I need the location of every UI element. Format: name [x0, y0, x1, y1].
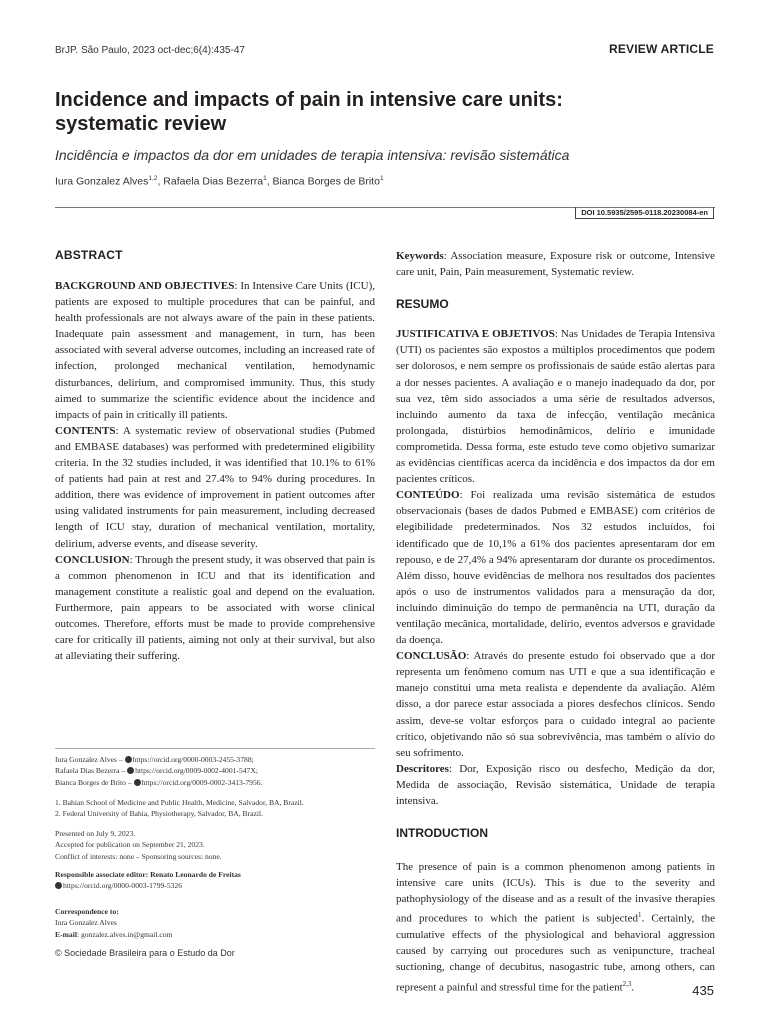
citation-ref[interactable]: 1 — [638, 911, 642, 920]
author-name[interactable]: Iura Gonzalez Alves — [55, 175, 149, 188]
contents-text: : A systematic review of observational studies (Pubmed and EMBASE databases) was performed with predetermined eligibility criteria. In the 32 studies included, it was identified that 10.1% to 61% of patients had pain at rest and 27.4% to 94% during procedures. In addition, there was evidence of improvement in patient outcomes after using validated instruments for pain measurement, including decreased length of ICU stay, duration of mechanical ventilation, mortality, delirium, adverse events, and disease severity. — [55, 424, 375, 550]
right-column — [396, 248, 715, 995]
keywords-text: : Association measure, Exposure risk or outcome, Intensive care unit, Pain, Pain measurement, Systematic review. — [396, 250, 715, 279]
orcid-icon — [55, 882, 62, 889]
orcid-link[interactable]: https://orcid.org/0000-0003-2455-3788; — [132, 755, 254, 764]
orcid-link[interactable]: https://orcid.org/0009-0002-3413-7956. — [141, 777, 263, 787]
editor-label: Responsible associate editor: Renato Leonardo de Freitas — [55, 870, 241, 879]
conclusao-label: CONCLUSÃO — [396, 650, 467, 663]
background-text: : In Intensive Care Units (ICU), patients are exposed to multiple procedures that can be painful, and health professionals are not always aware of the pain in these patients. Inadequate pain assessment and management, in turn, has been associated with several adverse outcomes, including an increased rate of infection, prolonged mechanical ventilation, hemodynamic disturbances, delirium, and compromised immunity. Thus, this study aimed to summarize the scientific evidence about the incidence and impacts of pain in critically ill patients. — [55, 280, 375, 421]
descritores — [396, 761, 715, 809]
publication-dates — [55, 828, 375, 862]
orcid-entry — [55, 777, 375, 788]
descritores-text: : Dor, Exposição risco ou desfecho, Medição da dor, Medida de associação, Revisão sistemática, Unidade de terapia intensiva. — [396, 762, 715, 807]
page-number: 435 — [692, 983, 714, 998]
justificativa-text: : Nas Unidades de Terapia Intensiva (UTI) os pacientes são expostos a múltiplos procedimentos que podem ser dolorosos, e nem sempre os profissionais de saúde estão alertas para a dor nesses pacientes. A avaliação e o manejo inadequado da dor, por sua vez, têm sido associados a uma série de resultados adversos, incluindo aumento da taxa de infecção, ventilação mecânica prolongada, distúrbios hemodinâmicos, delírio e imunidade comprometida. Dessa forma, este estudo teve como objetivo sumarizar as evidências científicas acerca da incidência e dos impactos da dor em pacientes críticos. — [396, 328, 715, 486]
conclusion-text: : Through the present study, it was observed that pain is a common phenomenon in ICU and that its identification and management constitute a realistic goal and depend on the evaluation. Furthermore, pain appears to be associated with worse clinical outcomes. Therefore, efforts must be made to provide comprehensive care for critically ill patients, aiming not only at their survival, but also at alleviating their suffering. — [55, 553, 375, 663]
abstract-background — [55, 278, 375, 423]
keywords-label: Keywords — [396, 250, 444, 262]
journal-reference: BrJP. São Paulo, 2023 oct-dec;6(4):435-47 — [55, 45, 245, 56]
correspondence — [55, 906, 375, 940]
article-title: Incidence and impacts of pain in intensive care units: systematic review — [55, 89, 563, 135]
doi-badge[interactable]: DOI 10.5935/2595-0118.20230084-en — [575, 207, 714, 219]
orcid-entry — [55, 765, 375, 776]
abstract-heading: ABSTRACT — [55, 248, 123, 262]
introduction-heading: INTRODUCTION — [396, 826, 488, 841]
background-label: BACKGROUND AND OBJECTIVES — [55, 280, 235, 292]
orcid-author: Bianca Borges de Brito – — [55, 777, 134, 787]
abstract-conclusion — [55, 552, 375, 665]
abstract-body — [55, 278, 375, 664]
email-link[interactable]: : gonzalez.alves.in@gmail.com — [76, 929, 173, 939]
orcid-link[interactable]: https://orcid.org/0009-0002-4001-547X; — [135, 766, 258, 776]
date-line: Presented on July 9, 2023. — [55, 829, 136, 838]
footnote-divider — [55, 748, 375, 749]
orcid-icon — [125, 756, 132, 763]
resumo-conteudo — [396, 487, 715, 648]
article-type-label: REVIEW ARTICLE — [608, 42, 714, 56]
orcid-author: Rafaela Dias Bezerra – — [55, 766, 128, 776]
resumo-heading: RESUMO — [396, 297, 449, 312]
conclusao-text: : Através do presente estudo foi observado que a dor representa um fenômeno comum nas UTI e que a sua identificação e manejo constitui uma meta realista e dependente da avaliação. Além disso, a dor parece estar associada a piores desfechos clínicos. Sendo assim, deve-se voltar esforços para o cuidado integral ao paciente crítico, objetivando não só sua sobrevivência, mas também o alívio do seu sofrimento. — [396, 650, 715, 759]
orcid-entry — [55, 754, 375, 765]
affiliation-item: 2. Federal University of Bahia, Physiotherapy, Salvador, BA, Brazil. — [55, 809, 263, 819]
affiliation-item: 1. Bahian School of Medicine and Public Health, Medicine, Salvador, BA, Brazil. — [55, 798, 304, 807]
associate-editor — [55, 869, 375, 892]
orcid-author: Iura Gonzalez Alves – — [55, 755, 125, 764]
resumo-conclusao — [396, 648, 715, 761]
conteudo-text: : Foi realizada uma revisão sistemática de estudos observacionais (bases de dados Pubmed e EMBASE) com critérios de elegibilidade predeterminados. Nos 32 estudos incluídos, foi identificado que de 10,1% a 61% dos pacientes apresentaram dor em repouso, e de 27,4% a 94% apresentaram dor durante os procedimentos. Além disso, houve evidências de melhora nos resultados dos pacientes após o uso de instrumentos validados para a mensuração da dor, incluindo diminuição do tempo de permanência na UTI, duração da ventilação mecânica, mortalidade, delírio, eventos adversos e gravidade da doença. — [396, 489, 715, 647]
author-affiliation-ref: 1 — [263, 175, 267, 182]
conteudo-label: CONTEÚDO — [396, 489, 460, 502]
affiliations — [55, 797, 375, 820]
intro-text: . — [631, 981, 635, 994]
copyright-notice: © Sociedade Brasileira para o Estudo da Dor — [55, 948, 235, 958]
article-subtitle: Incidência e impactos da dor em unidades de terapia intensiva: revisão sistemática — [55, 147, 570, 163]
date-line: Conflict of interests: none – Sponsoring sources: none. — [55, 851, 222, 861]
author-name[interactable]: Rafaela Dias Bezerra — [163, 175, 264, 188]
author-affiliation-ref: 1,2 — [148, 175, 158, 182]
intro-text: . Certainly, the cumulative effects of the physiological and behavioral aggression caused by carrying out procedures such as venipuncture, tracheal suctioning, change of decubitus, nasogastric tube, among others, can represent a painful and stressful time for the patient — [396, 913, 715, 994]
contents-label: CONTENTS — [55, 424, 116, 437]
author-list — [55, 175, 384, 188]
author-affiliation-ref: 1 — [379, 175, 384, 182]
orcid-list — [55, 754, 375, 788]
correspondence-name: Iura Gonzalez Alves — [55, 918, 117, 928]
abstract-contents — [55, 423, 375, 552]
author-name[interactable]: Bianca Borges de Brito — [272, 175, 380, 188]
orcid-icon — [134, 779, 141, 786]
correspondence-label: Correspondence to: — [55, 907, 119, 916]
conclusion-label: CONCLUSION — [55, 553, 130, 566]
author-separator: , — [157, 175, 164, 188]
resumo-justificativa — [396, 326, 715, 487]
orcid-icon — [127, 767, 134, 774]
keywords — [396, 248, 715, 280]
author-separator: , — [266, 175, 273, 188]
email-label: E-mail — [55, 929, 77, 939]
intro-text: The presence of pain is a common phenomenon among patients in intensive care units (ICUs). This is due to the severity and pathophysiology of the disease and as a result of the invasive therapies and procedures to which the patient is subjected — [396, 861, 715, 926]
introduction-paragraph — [396, 859, 715, 995]
justificativa-label: JUSTIFICATIVA E OBJETIVOS — [396, 328, 555, 341]
descritores-label: Descritores — [396, 762, 449, 775]
citation-ref[interactable]: 2,3 — [622, 979, 632, 988]
editor-orcid-link[interactable]: https://orcid.org/0000-0003-1799-5326 — [63, 881, 183, 891]
date-line: Accepted for publication on September 21, 2023. — [55, 840, 205, 850]
